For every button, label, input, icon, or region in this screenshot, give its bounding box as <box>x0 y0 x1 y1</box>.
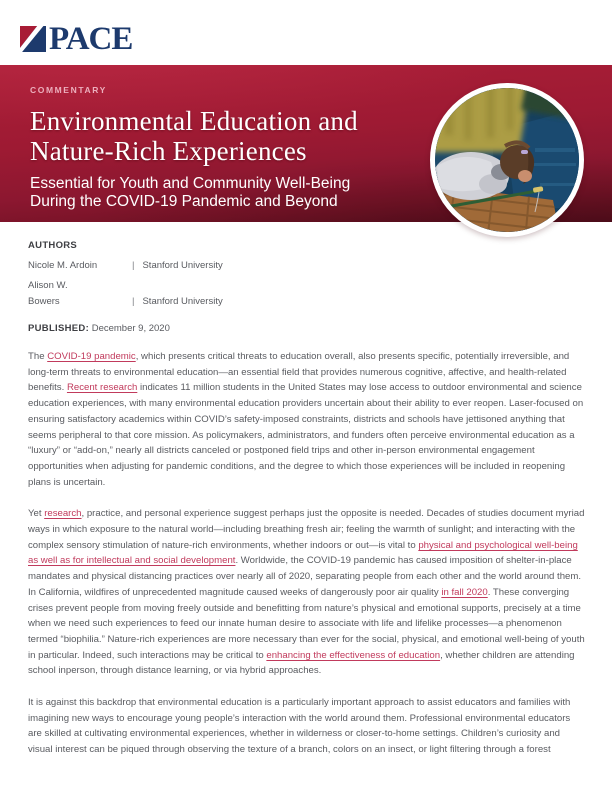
published-line <box>28 323 612 334</box>
body-paragraph: Yet research, practice, and personal experience suggest perhaps just the opposite is needed. Decades of studies document myriad ways in which exposure to the natural world—including breathing fresh air; feeling the warmth of sunlight; and interacting with the complex sensory stimulation of nature-rich environments, whether indoors or out—is vital to physical and psychological well-being as well as for intellectual and social development. Worldwide, the COVID-19 pandemic has caused imposition of shelter-in-place mandates and physical distancing practices over nearly all of 2020, separating people from each other and the world around them. In California, wildfires of unprecedented magnitude caused weeks of dangerously poor air quality in fall 2020. These converging crises prevent people from moving freely outside and benefitting from nature’s physical and emotional supports, precisely at a time when we need such experiences to feed our innate human desire to associate with life and lifelike processes—a phenomenon termed “biophilia.” Nature-rich experiences are more necessary than ever for the social, physical, and emotional well-being of youth in particular. Indeed, such interactions may be critical to enhancing the effectiveness of education, whether children are attending school inperson, through distance learning, or via hybrid approaches. <box>28 508 585 677</box>
pace-logo[interactable] <box>20 21 133 57</box>
metadata-section <box>28 240 612 334</box>
author-name: Nicole M. Ardoin <box>28 260 98 271</box>
inline-link[interactable]: physical and psychological well-being as well as for intellectual and social development <box>28 539 578 567</box>
subtitle-line-2: During the COVID-19 Pandemic and Beyond <box>30 192 338 210</box>
author-separator: | <box>132 296 135 307</box>
body-paragraph: The COVID-19 pandemic, which presents critical threats to education overall, also presents specific, potentially irreversible, and long-term threats to environmental education—an essential field that provides numerous cognitive, affective, and health-related benefits. Recent research indicates 11 million students in the United States may lose access to outdoor environmental and science education experiences, with many environmental education providers uncertain about their ability to ever reopen. Laser-focused on ensuring satisfactory academics within COVID’s safety-imposed constraints, districts and schools have jettisoned anything that seems peripheral to that core mission. As policymakers, administrators, and funders often perceive environmental education as a “luxury” or “add-on,” nearly all districts canceled or postponed field trips and other in-person environmental engagement opportunities when adjusting for pandemic conditions, and the degree to which those experiences will be included in reopening plans is uncertain. <box>28 351 584 488</box>
document-type-label: COMMENTARY <box>30 85 107 95</box>
authors-list <box>28 258 612 310</box>
document-subtitle <box>30 175 430 210</box>
inline-link[interactable]: research <box>44 508 82 520</box>
inline-link[interactable]: enhancing the effectiveness of education <box>266 649 441 661</box>
article-body <box>28 349 585 758</box>
title-line-1: Environmental Education and <box>30 106 358 136</box>
banner-photo-illustration <box>435 88 579 232</box>
published-date: December 9, 2020 <box>91 323 170 334</box>
author-affiliation: | Stanford University <box>132 296 223 307</box>
inline-link[interactable]: COVID-19 pandemic <box>47 351 136 362</box>
pace-logo-icon <box>20 26 46 52</box>
document-title <box>30 106 430 166</box>
subtitle-line-1: Essential for Youth and Community Well-Being <box>30 175 351 192</box>
page-header <box>0 0 612 65</box>
pace-logo-text: PACE <box>49 21 133 57</box>
author-name: Alison W. Bowers <box>28 280 68 307</box>
authors-label: AUTHORS <box>28 240 78 251</box>
author-row <box>28 258 612 274</box>
author-separator: | <box>132 260 135 271</box>
banner-photo <box>430 83 584 237</box>
inline-link[interactable]: Recent research <box>66 382 138 394</box>
published-label: PUBLISHED: <box>28 323 90 334</box>
author-row <box>28 278 612 310</box>
body-paragraph: It is against this backdrop that environmental education is a particularly important approach to assist educators and families with imagining new ways to encourage young people’s interaction with the world around them. Professional environmental educators are skilled at cultivating environmental experiences, whether in wilderness or closer-to-home settings. Children’s curiosity and visual interest can be piqued through observing the texture of a branch, colors on an insect, or light filtering through a forest <box>28 697 571 756</box>
title-banner <box>0 65 612 222</box>
author-affiliation: | Stanford University <box>132 260 223 271</box>
title-line-2: Nature-Rich Experiences <box>30 136 307 166</box>
inline-link[interactable]: in fall 2020 <box>441 586 488 598</box>
